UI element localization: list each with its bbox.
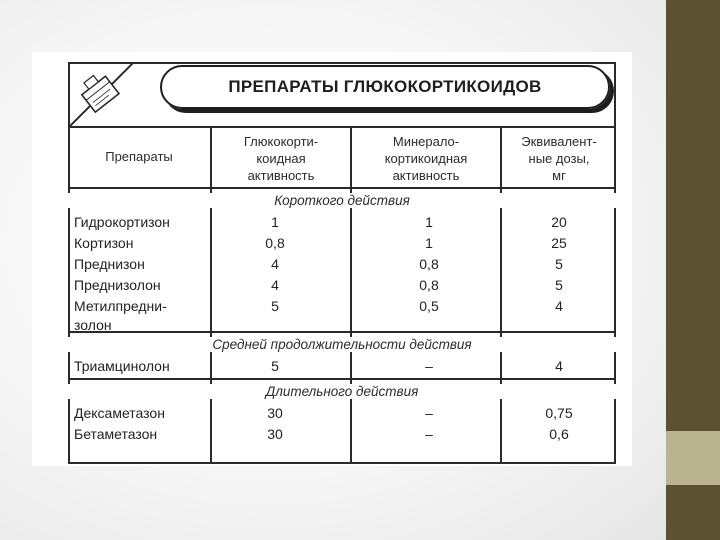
header-mineral-activity: Минерало- кортикоидная активность xyxy=(384,134,468,183)
dose-value: 0,6 xyxy=(549,426,569,442)
gluco-value: 5 xyxy=(271,298,279,314)
header-bottom-rule xyxy=(68,187,616,189)
glucocorticoid-table-image xyxy=(32,52,632,466)
gluco-value: 4 xyxy=(271,277,279,293)
mineral-value: – xyxy=(425,426,433,442)
table-row xyxy=(68,403,616,424)
table-row xyxy=(68,424,616,445)
drug-name: Триамцинолон xyxy=(74,358,170,374)
header-drug: Препараты xyxy=(105,149,173,164)
section-title-long: Длительного действия xyxy=(68,384,616,399)
page-title: ПРЕПАРАТЫ ГЛЮКОКОРТИКОИДОВ xyxy=(160,65,610,109)
dose-value: 5 xyxy=(555,277,563,293)
gluco-value: 30 xyxy=(267,426,283,442)
mineral-value: 0,8 xyxy=(419,256,439,272)
mineral-value: 1 xyxy=(425,235,433,251)
drug-name: Кортизон xyxy=(74,235,134,251)
mineral-value: – xyxy=(425,358,433,374)
mineral-value: 0,8 xyxy=(419,277,439,293)
header-gluco-activity: Глюкокорти- коидная активность xyxy=(243,134,319,183)
section-rule-long xyxy=(68,378,616,380)
table-row xyxy=(68,233,616,254)
gluco-value: 4 xyxy=(271,256,279,272)
dose-value: 20 xyxy=(551,214,567,230)
section-title-short: Короткого действия xyxy=(68,193,616,208)
dose-value: 0,75 xyxy=(545,405,573,421)
dose-value: 4 xyxy=(555,298,563,314)
drug-name: Бетаметазон xyxy=(74,426,158,442)
dose-value: 4 xyxy=(555,358,563,374)
drug-name: Дексаметазон xyxy=(74,405,165,421)
drug-name: Гидрокортизон xyxy=(74,214,170,230)
table-row xyxy=(68,296,616,332)
gluco-value: 5 xyxy=(271,358,279,374)
decorative-side-accent xyxy=(666,431,720,485)
mineral-value: 0,5 xyxy=(419,298,439,314)
drug-name: Метилпредни- золон xyxy=(74,298,167,333)
mineral-value: 1 xyxy=(425,214,433,230)
header-equivalent-dose: Эквивалент- ные дозы, мг xyxy=(521,134,597,183)
header-top-rule xyxy=(68,126,616,128)
pill-box-icon xyxy=(68,62,134,128)
drug-name: Преднизолон xyxy=(74,277,161,293)
table-row xyxy=(68,254,616,275)
section-title-medium: Средней продолжительности действия xyxy=(68,337,616,352)
table-row xyxy=(68,212,616,233)
drug-name: Преднизон xyxy=(74,256,145,272)
table-row xyxy=(68,275,616,296)
dose-value: 25 xyxy=(551,235,567,251)
gluco-value: 30 xyxy=(267,405,283,421)
gluco-value: 0,8 xyxy=(265,235,285,251)
table-row xyxy=(68,356,616,377)
mineral-value: – xyxy=(425,405,433,421)
dose-value: 5 xyxy=(555,256,563,272)
gluco-value: 1 xyxy=(271,214,279,230)
